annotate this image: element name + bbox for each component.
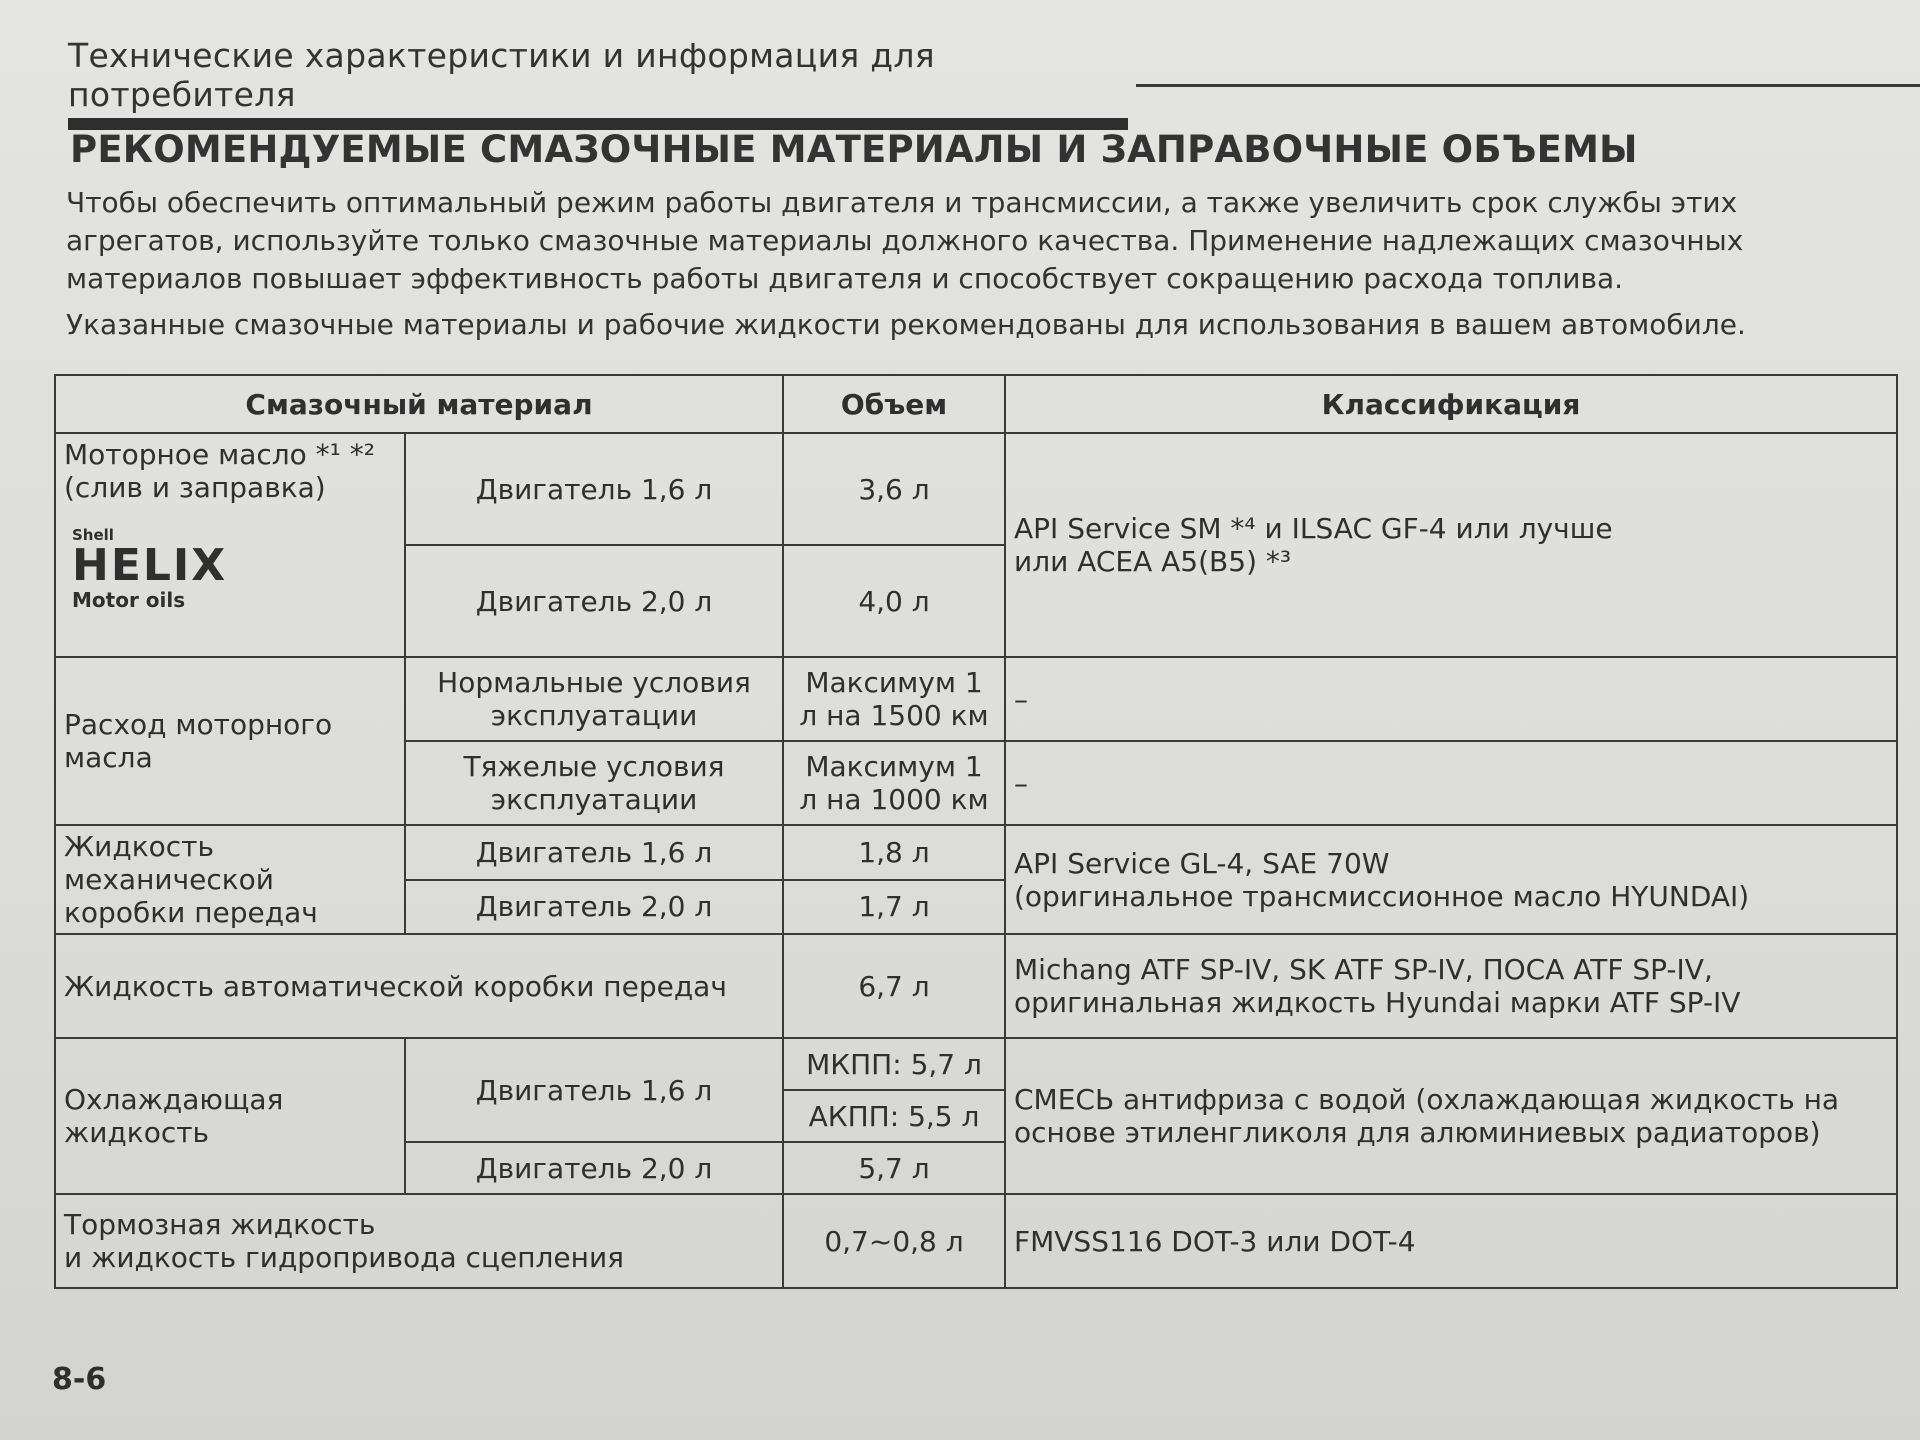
coolant-volume-20: 5,7 л [783,1142,1005,1194]
engine-oil-engine-1: Двигатель 1,6 л [405,433,783,545]
header-rule [1136,84,1920,87]
oil-consumption-condition-1: Нормальные условия эксплуатации [405,657,783,741]
intro-text [66,184,1896,352]
oil-consumption-class-1: – [1005,657,1897,741]
page-number: 8-6 [52,1362,107,1397]
brake-fluid-label-line-2: и жидкость гидропривода сцепления [64,1241,624,1274]
manual-transmission-class-line-1: API Service GL-4, SAE 70W [1014,846,1390,880]
table-row [55,934,1897,1038]
manual-transmission-label: Жидкость механической коробки передач [55,825,405,934]
brake-fluid-label [55,1194,783,1288]
engine-oil-sublabel: (слив и заправка) [64,471,326,504]
table-header-row [55,375,1897,433]
table-row [55,433,1897,545]
section-title: Технические характеристики и информация для потребителя [68,36,935,114]
coolant-label: Охлаждающая жидкость [55,1038,405,1194]
shell-helix-logo [72,526,272,612]
oil-consumption-class-2: – [1005,741,1897,825]
coolant-engine-16: Двигатель 1,6 л [405,1038,783,1142]
logo-brand: Shell [72,526,114,544]
oil-consumption-condition-2: Тяжелые условия эксплуатации [405,741,783,825]
intro-paragraph-2: Указанные смазочные материалы и рабочие жидкости рекомендованы для использования в вашем автомобиле. [66,308,1746,341]
coolant-volume-at: АКПП: 5,5 л [783,1090,1005,1142]
engine-oil-volume-1: 3,6 л [783,433,1005,545]
oil-consumption-volume-2: Максимум 1 л на 1000 км [783,741,1005,825]
engine-oil-volume-2: 4,0 л [783,545,1005,657]
header-volume: Объем [783,375,1005,433]
page-title: РЕКОМЕНДУЕМЫЕ СМАЗОЧНЫЕ МАТЕРИАЛЫ И ЗАПРАВОЧНЫЕ ОБЪЕМЫ [70,128,1638,171]
automatic-transmission-class-line-2: оригинальная жидкость Hyundai марки ATF SP-IV [1014,986,1741,1019]
coolant-engine-20: Двигатель 2,0 л [405,1142,783,1194]
manual-transmission-volume-2: 1,7 л [783,880,1005,935]
oil-consumption-volume-1: Максимум 1 л на 1500 км [783,657,1005,741]
automatic-transmission-classification [1005,934,1897,1038]
table-row [55,825,1897,880]
manual-transmission-engine-1: Двигатель 1,6 л [405,825,783,880]
oil-consumption-label: Расход моторного масла [55,657,405,825]
automatic-transmission-volume: 6,7 л [783,934,1005,1038]
logo-sub: Motor oils [72,588,186,612]
header-lubricant: Смазочный материал [55,375,783,433]
engine-oil-engine-2: Двигатель 2,0 л [405,545,783,657]
brake-fluid-label-line-1: Тормозная жидкость [64,1208,376,1241]
brake-fluid-classification: FMVSS116 DOT-3 или DOT-4 [1005,1194,1897,1288]
engine-oil-class-line-1: API Service SM *⁴ и ILSAC GF-4 или лучше [1014,512,1613,545]
manual-transmission-classification [1005,825,1897,934]
coolant-volume-mt: МКПП: 5,7 л [783,1038,1005,1090]
lubricants-table [54,374,1898,1289]
header-classification: Классификация [1005,375,1897,433]
engine-oil-classification [1005,433,1897,657]
table-row [55,657,1897,741]
coolant-classification: СМЕСЬ антифриза с водой (охлаждающая жидкость на основе этиленгликоля для алюминиевых радиаторов) [1005,1038,1897,1194]
engine-oil-label-cell [55,433,405,657]
table-row [55,1038,1897,1090]
engine-oil-class-line-2: или ACEA A5(B5) *³ [1014,545,1292,578]
logo-name: HELIX [72,540,228,591]
manual-transmission-engine-2: Двигатель 2,0 л [405,880,783,935]
table-row [55,1194,1897,1288]
intro-paragraph-1: Чтобы обеспечить оптимальный режим работы двигателя и трансмиссии, а также увеличить срок службы этих агрегатов, используйте только смазочные материалы должного качества. Применение надлежащих смазочных материалов повышает эффективность работы двигателя и способствует сокращению расхода топлива. [66,186,1744,295]
manual-transmission-volume-1: 1,8 л [783,825,1005,880]
engine-oil-label: Моторное масло *¹ *² [64,438,376,471]
automatic-transmission-class-line-1: Michang ATF SP-IV, SK ATF SP-IV, ПОСА ATF SP-IV, [1014,953,1713,986]
automatic-transmission-label: Жидкость автоматической коробки передач [55,934,783,1038]
brake-fluid-volume: 0,7~0,8 л [783,1194,1005,1288]
manual-transmission-class-line-2: (оригинальное трансмиссионное масло HYUNDAI) [1014,879,1750,913]
section-header [68,36,1128,130]
